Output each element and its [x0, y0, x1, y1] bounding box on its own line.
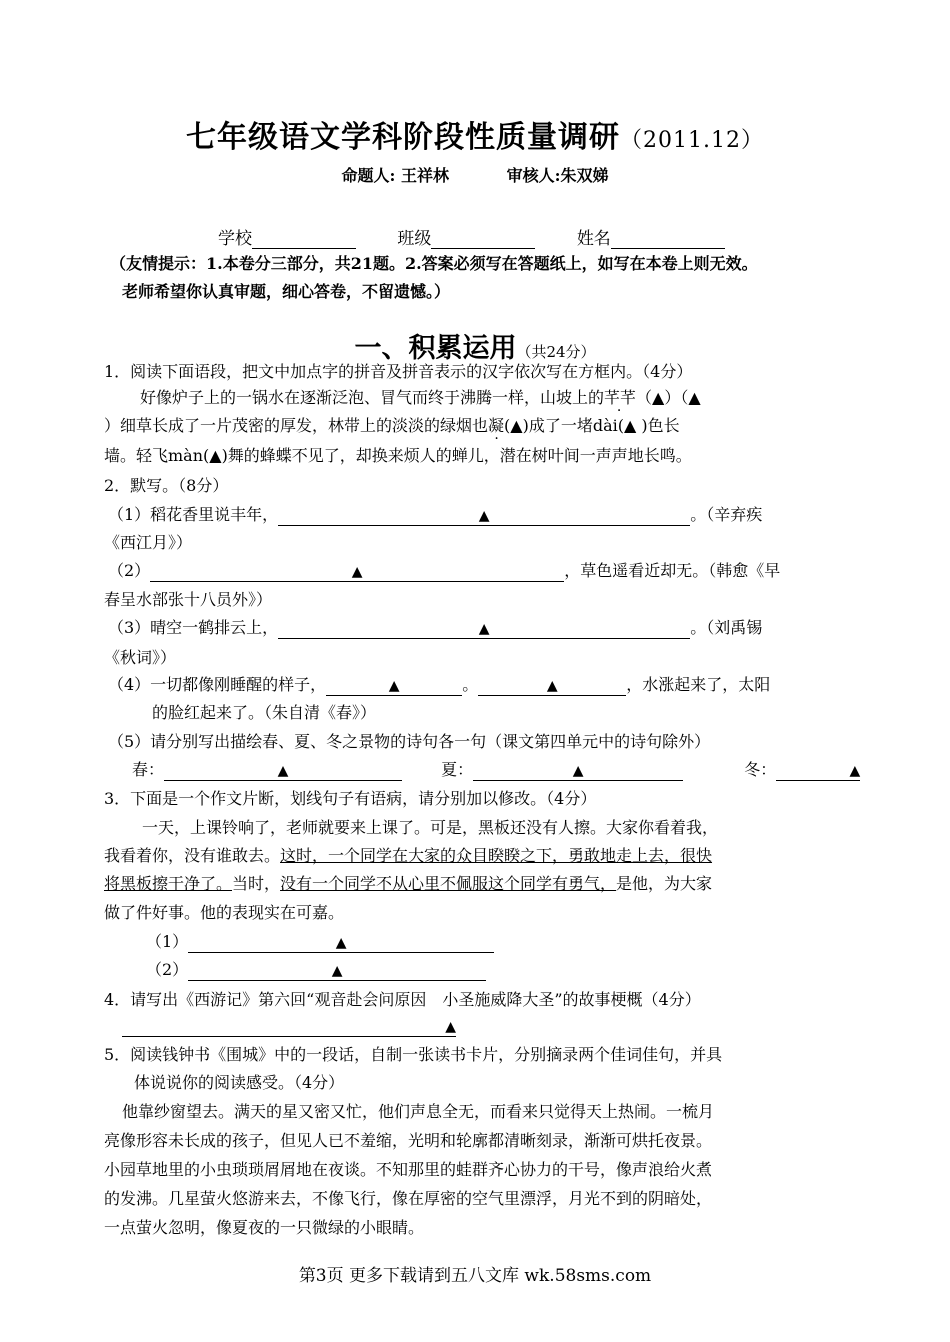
q2-1-text: （1）稻花香里说丰年， [108, 505, 279, 524]
answer-blank[interactable] [326, 676, 462, 696]
q2-2-source: ，草色遥看近却无。（韩愈《早 [564, 561, 781, 580]
reviewer-text: 审核人:朱双娣 [506, 166, 609, 185]
section-points: （共24分） [516, 343, 596, 361]
winter-label: 冬： [744, 760, 777, 779]
name-blank[interactable] [611, 230, 725, 249]
summer-blank[interactable] [473, 761, 683, 781]
q2-3-source: 。（刘禹锡 [690, 618, 763, 637]
summer-label: 夏： [441, 760, 474, 779]
tip-line-2: 老师希望你认真审题，细心答卷，不留遗憾。） [122, 282, 451, 301]
q2-4-text: （4）一切都像刚睡醒的样子， [108, 675, 327, 694]
q3-answer-label: （1） [146, 932, 189, 951]
q3-text: 我看着你，没有谁敢去。 [104, 846, 281, 865]
q3-para-4: 做了件好事。他的表现实在可嘉。 [104, 903, 345, 922]
q3-para-2 [104, 846, 712, 866]
q2-stem: 2．默写。（8分） [104, 476, 229, 495]
q5-stem-1: 5．阅读钱钟书《围城》中的一段话，自制一张读书卡片，分别摘录两个佳词佳句，并具 [104, 1045, 723, 1064]
class-blank[interactable] [431, 230, 535, 249]
q1-answer-slots: (▲)成了一堵dài(▲ )色长 [504, 416, 680, 435]
author-text: 命题人: 王祥林 [341, 166, 449, 185]
answer-marker: ▲ [572, 763, 584, 779]
section-heading [0, 326, 950, 365]
answer-blank[interactable] [122, 1017, 456, 1037]
class-label: 班级 [397, 229, 432, 249]
answer-marker: ▲ [331, 963, 343, 979]
q2-item-3 [108, 618, 762, 639]
answer-blank[interactable] [150, 562, 564, 582]
q5-para-4: 的发沸。几星萤火悠游来去，不像飞行，像在厚密的空气里漂浮，月光不到的阴暗处， [104, 1189, 713, 1208]
q1-line-2 [104, 416, 680, 436]
q2-item-4-cont: 的脸红起来了。（朱自清《春》） [152, 703, 377, 722]
page-footer: 第3页 更多下载请到五八文库 wk.58sms.com [298, 1266, 652, 1286]
q2-4-period: 。 [462, 675, 479, 694]
authors-line [0, 163, 950, 186]
q2-item-2 [108, 561, 780, 582]
answer-marker: ▲ [277, 763, 289, 779]
answer-marker: ▲ [478, 508, 490, 524]
q2-item-1-cont: 《西江月》） [104, 533, 193, 552]
name-label: 姓名 [576, 229, 611, 249]
answer-marker: ▲ [849, 763, 861, 779]
spring-label: 春： [132, 760, 165, 779]
q2-item-4 [108, 675, 770, 696]
q3-para-1: 一天，上课铃响了，老师就要来上课了。可是，黑板还没有人擦。大家你看着我， [142, 818, 719, 837]
q3-text: 是他，为大家 [616, 874, 713, 893]
q2-3-text: （3）晴空一鹤排云上， [108, 618, 279, 637]
title-text: 七年级语文学科阶段性质量调研 [186, 120, 620, 155]
q2-item-3-cont: 《秋词》） [104, 648, 177, 667]
q1-stem: 1．阅读下面语段，把文中加点字的拼音及拼音表示的汉字依次写在方框内。（4分） [104, 362, 693, 381]
student-info-row [218, 224, 725, 249]
school-blank[interactable] [252, 230, 356, 249]
answer-marker: ▲ [335, 935, 347, 951]
q4-answer [122, 1016, 456, 1037]
q2-item-1 [108, 505, 762, 526]
answer-blank[interactable] [188, 961, 486, 981]
q3-answer-2 [146, 960, 486, 981]
q2-item-5-answers [132, 760, 860, 781]
title-year: （2011.12） [620, 128, 764, 153]
q1-line-3: 墙。轻飞màn(▲)舞的蜂蝶不见了，却换来烦人的蝉儿，潜在树叶间一声声地长鸣。 [104, 446, 692, 465]
answer-blank[interactable] [478, 676, 626, 696]
q2-item-5: （5）请分别写出描绘春、夏、冬之景物的诗句各一句（课文第四单元中的诗句除外） [108, 732, 711, 751]
q1-line-1 [140, 388, 701, 408]
answer-blank[interactable] [278, 506, 690, 526]
page-title [0, 112, 950, 156]
q2-item-2-cont: 春呈水部张十八员外》） [104, 590, 273, 609]
answer-blank[interactable] [188, 933, 494, 953]
q3-answer-1 [146, 932, 494, 953]
answer-marker: ▲ [445, 1019, 456, 1035]
winter-blank[interactable] [776, 761, 860, 781]
answer-marker: ▲ [478, 621, 490, 637]
q5-para-5: 一点萤火忽明，像夏夜的一只微绿的小眼睛。 [104, 1218, 425, 1237]
q2-4-text-end: ，水涨起来了，太阳 [626, 675, 771, 694]
q3-underlined-sentence: 将黑板擦干净了。 [104, 874, 233, 893]
tip-line-1: （友情提示：1.本卷分三部分，共21题。2.答案必须写在答题纸上，如写在本卷上则无效。 [110, 254, 758, 273]
q3-underlined-sentence-2: 没有一个同学不从心里不佩服这个同学有勇气， [280, 874, 617, 893]
section-title: 一、积累运用 [354, 333, 517, 364]
q3-text: 当时， [232, 874, 281, 893]
q2-1-source: 。（辛弃疾 [690, 505, 763, 524]
q5-para-3: 小园草地里的小虫琐琐屑屑地在夜谈。不知那里的蛙群齐心协力的干号，像声浪给火煮 [104, 1160, 713, 1179]
q3-para-3 [104, 874, 712, 894]
answer-blank[interactable] [278, 619, 690, 639]
answer-marker: ▲ [351, 564, 363, 580]
answer-marker: ▲ [546, 678, 558, 694]
q5-para-1: 他靠纱窗望去。满天的星又密又忙，他们声息全无，而看来只觉得天上热闹。一梳月 [122, 1102, 715, 1121]
spring-blank[interactable] [164, 761, 402, 781]
q3-stem: 3．下面是一个作文片断，划线句子有语病，请分别加以修改。（4分） [104, 789, 597, 808]
q1-answer-slots: （▲）（▲ [636, 388, 701, 407]
q1-text: ）细草长成了一片茂密的厚发，林带上的淡淡的绿烟也 [104, 416, 489, 435]
q1-text: 好像炉子上的一锅水在逐渐泛泡、冒气而终于沸腾一样，山坡上的 [140, 388, 605, 407]
q1-dotted-word: 凝 [488, 416, 505, 435]
school-label: 学校 [218, 229, 252, 249]
q2-2-text: （2） [108, 561, 151, 580]
q1-dotted-word: 芊芊 [604, 388, 637, 407]
q5-stem-2: 体说说你的阅读感受。（4分） [134, 1073, 345, 1092]
q5-para-2: 亮像形容未长成的孩子，但见人已不羞缩，光明和轮廓都清晰刻录，渐渐可烘托夜景。 [104, 1131, 713, 1150]
q3-answer-label: （2） [146, 960, 189, 979]
q3-underlined-sentence: 这时，一个同学在大家的众目睽睽之下，勇敢地走上去，很快 [280, 846, 713, 865]
q4-stem: 4．请写出《西游记》第六回“观音赴会问原因 小圣施威降大圣”的故事梗概（4分） [104, 990, 701, 1009]
answer-marker: ▲ [388, 678, 400, 694]
